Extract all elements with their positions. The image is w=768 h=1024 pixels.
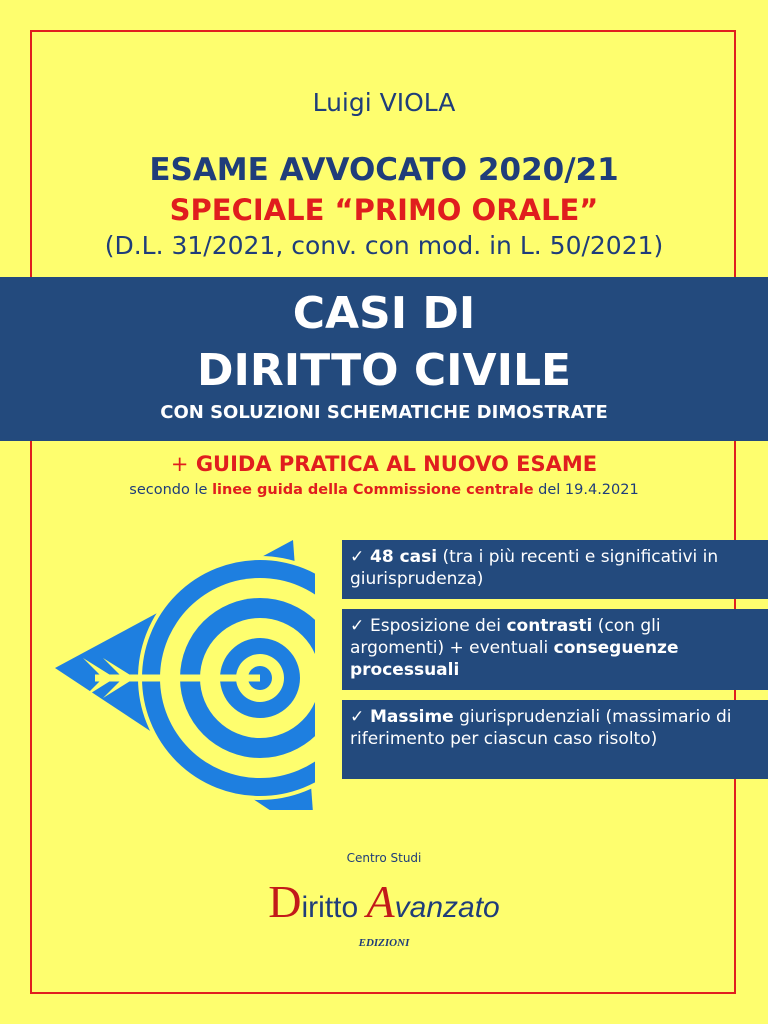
book-title-line2: DIRITTO CIVILE bbox=[196, 345, 572, 396]
publisher-centro: Centro Studi bbox=[346, 851, 422, 865]
guide-pre: secondo le bbox=[129, 482, 208, 498]
guide-heading bbox=[0, 452, 768, 476]
feature-box-1 bbox=[342, 540, 768, 599]
guide-post: del 19.4.2021 bbox=[538, 482, 639, 498]
publisher-logo bbox=[0, 875, 768, 928]
logo-vanzato: vanzato bbox=[394, 891, 500, 924]
logo-a: A bbox=[366, 876, 395, 927]
exam-title: ESAME AVVOCATO 2020/21 bbox=[149, 152, 619, 188]
feature-2-bold: contrasti bbox=[506, 616, 593, 636]
feature-2-bold2: conseguenze processuali bbox=[350, 638, 679, 680]
guide-line bbox=[0, 482, 768, 498]
feature-3-bold: Massime bbox=[370, 707, 454, 727]
book-title-line1: CASI DI bbox=[292, 288, 476, 339]
feature-2-text: (con gli argomenti) + eventuali bbox=[350, 616, 661, 658]
law-reference: (D.L. 31/2021, conv. con mod. in L. 50/2021) bbox=[104, 231, 664, 260]
book-subtitle: CON SOLUZIONI SCHEMATICHE DIMOSTRATE bbox=[160, 402, 608, 423]
author-name: Luigi VIOLA bbox=[312, 88, 456, 117]
publisher-edizioni: EDIZIONI bbox=[358, 937, 410, 949]
logo-iritto: iritto bbox=[301, 891, 367, 924]
check-icon: ✓ bbox=[350, 616, 365, 636]
special-title: SPECIALE “PRIMO ORALE” bbox=[169, 193, 599, 227]
feature-3-text: giurisprudenziali (massimario di riferimento per ciascun caso risolto) bbox=[350, 707, 732, 749]
guide-plus: + bbox=[170, 452, 189, 476]
feature-1-text: (tra i più recenti e significativi in giurisprudenza) bbox=[350, 547, 719, 589]
feature-2-pre: Esposizione dei bbox=[370, 616, 507, 636]
logo-d: D bbox=[268, 876, 302, 927]
feature-1-bold: 48 casi bbox=[370, 547, 438, 567]
guide-title: GUIDA PRATICA AL NUOVO ESAME bbox=[195, 452, 598, 476]
check-icon: ✓ bbox=[350, 547, 365, 567]
target-arrow-icon bbox=[55, 540, 315, 810]
guide-highlight: linee guida della Commissione centrale bbox=[212, 482, 534, 498]
feature-box-2 bbox=[342, 609, 768, 690]
check-icon: ✓ bbox=[350, 707, 365, 727]
feature-box-3 bbox=[342, 700, 768, 779]
